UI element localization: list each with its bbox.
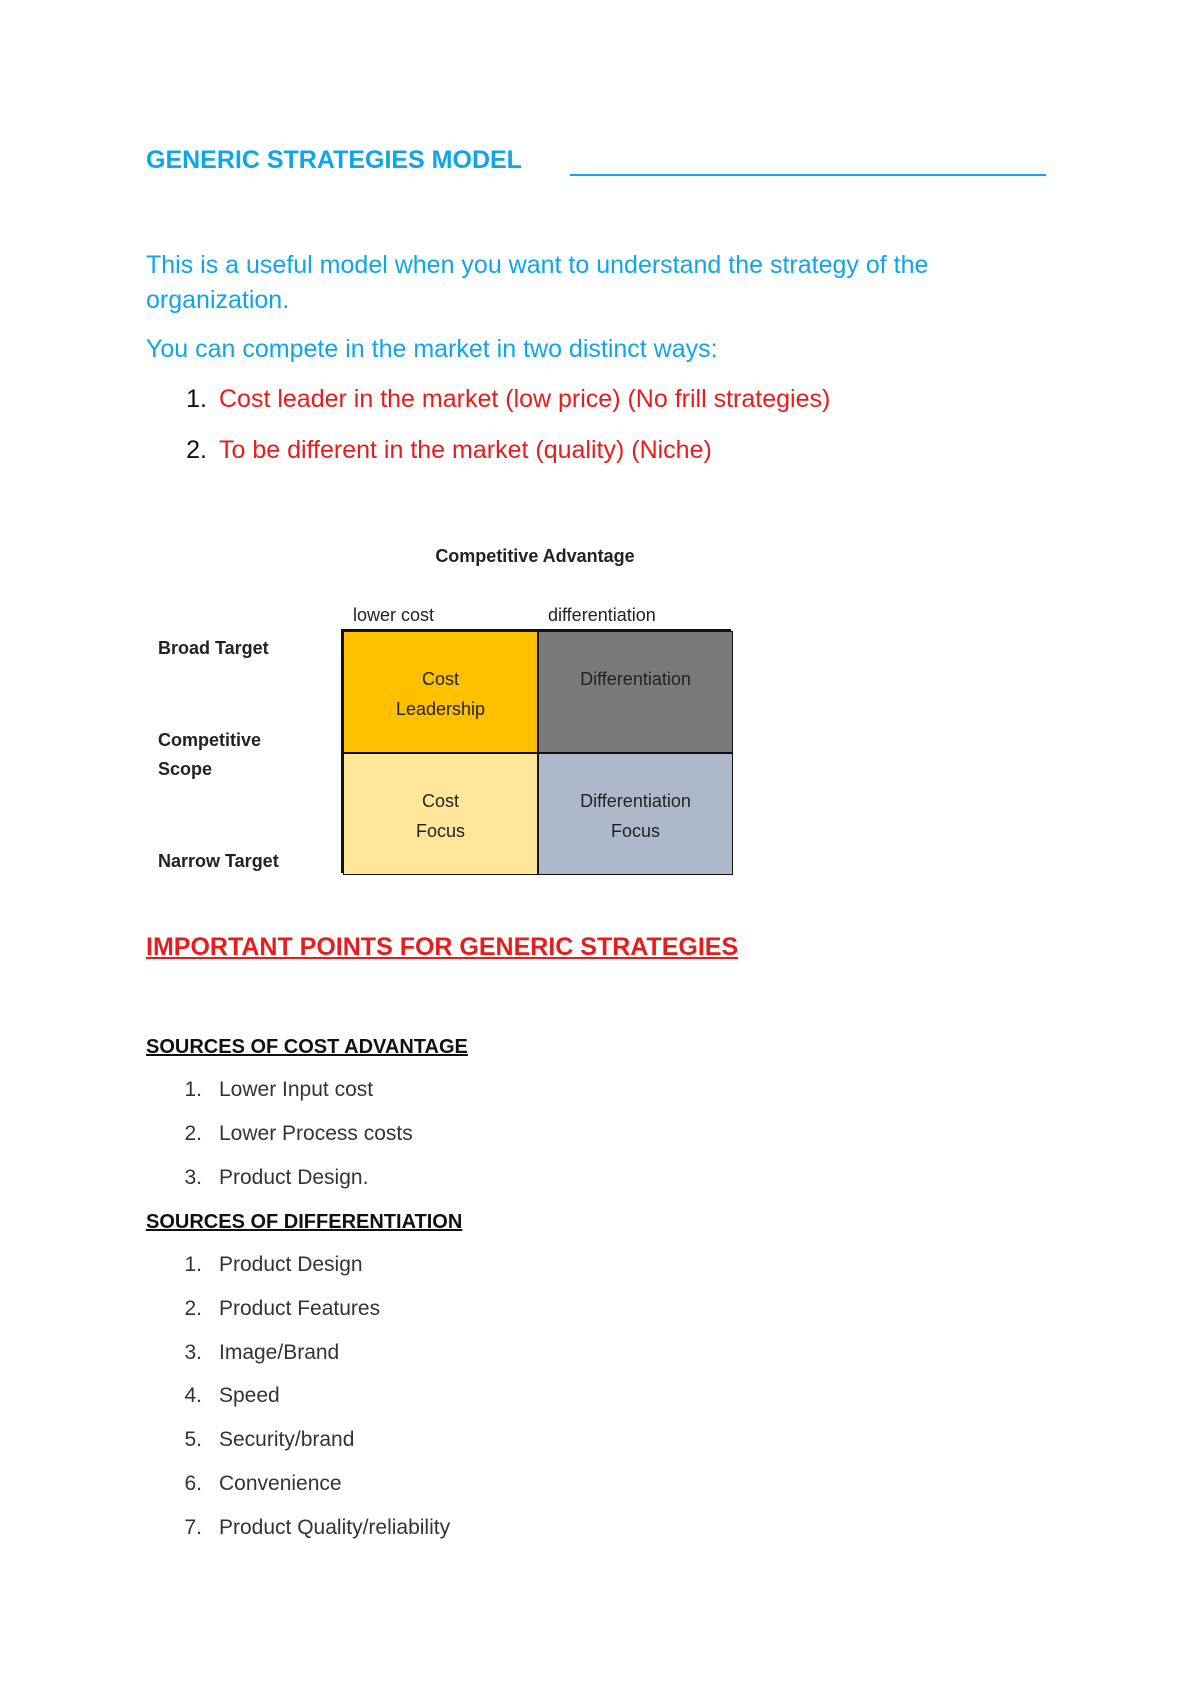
cell-line: Differentiation [580, 669, 691, 689]
list-number: 2. [184, 1296, 202, 1320]
list-item [146, 436, 830, 487]
list-number: 2. [186, 436, 207, 464]
cost-advantage-heading: SOURCES OF COST ADVANTAGE [146, 1036, 468, 1058]
list-item [146, 1516, 450, 1560]
list-text: Lower Input cost [219, 1078, 374, 1101]
row-label-scope: Scope [158, 759, 213, 779]
row-label-broad-target: Broad Target [158, 638, 269, 658]
cell-line: Leadership [395, 699, 486, 719]
list-text: Speed [219, 1384, 280, 1408]
list-item [146, 1428, 450, 1472]
list-text: Lower Process costs [219, 1121, 413, 1145]
list-text: Product Design [219, 1253, 363, 1276]
list-item [146, 1078, 413, 1122]
list-item [146, 1297, 450, 1341]
list-text: To be different in the market (quality) (Niche) [219, 436, 712, 464]
list-number: 7. [184, 1515, 202, 1539]
list-number: 3. [184, 1165, 202, 1189]
cost-advantage-list [146, 1078, 413, 1209]
cell-cost-focus [343, 753, 538, 875]
cell-differentiation-focus [538, 753, 733, 875]
compete-paragraph: You can compete in the market in two distinct ways: [146, 335, 718, 363]
cell-line: Cost [421, 791, 459, 811]
list-text: Security/brand [219, 1428, 355, 1452]
list-item [146, 1122, 413, 1166]
strategy-matrix [341, 629, 731, 873]
cell-cost-leadership [343, 631, 538, 753]
row-label-competitive: Competitive [158, 730, 262, 750]
intro-paragraph: This is a useful model when you want to understand the strategy of the organization. [146, 251, 929, 314]
differentiation-list [146, 1253, 450, 1560]
list-number: 4. [184, 1384, 202, 1408]
list-text: Image/Brand [219, 1340, 340, 1364]
list-text: Product Features [219, 1296, 381, 1320]
list-number: 6. [184, 1471, 202, 1495]
row-label-narrow-target: Narrow Target [158, 851, 279, 871]
list-text: Convenience [219, 1471, 342, 1495]
page-title: GENERIC STRATEGIES MODEL [146, 146, 522, 174]
cell-line: Cost [421, 669, 459, 689]
differentiation-heading: SOURCES OF DIFFERENTIATION [146, 1211, 463, 1233]
important-heading: IMPORTANT POINTS FOR GENERIC STRATEGIES [146, 933, 739, 961]
column-header-differentiation: differentiation [548, 605, 656, 625]
title-underline-rule [570, 174, 1046, 176]
list-number: 2. [184, 1121, 202, 1145]
list-item [146, 1166, 413, 1210]
column-header-lower-cost: lower cost [353, 605, 435, 625]
list-item [146, 385, 830, 436]
ways-list [146, 385, 830, 487]
list-item [146, 1341, 450, 1385]
list-text: Product Design. [219, 1165, 369, 1189]
list-number: 5. [184, 1428, 202, 1452]
list-number: 1. [186, 385, 207, 413]
list-number: 1. [184, 1253, 202, 1276]
list-number: 3. [184, 1340, 202, 1364]
cell-line: Focus [415, 821, 466, 841]
list-text: Cost leader in the market (low price) (No frill strategies) [219, 385, 831, 413]
list-item [146, 1472, 450, 1516]
list-text: Product Quality/reliability [219, 1515, 451, 1539]
cell-line: Focus [610, 821, 661, 841]
list-item [146, 1253, 450, 1297]
cell-differentiation [538, 631, 733, 753]
list-item [146, 1384, 450, 1428]
diagram-title: Competitive Advantage [435, 546, 635, 566]
cell-line: Differentiation [580, 791, 691, 811]
list-number: 1. [184, 1078, 202, 1101]
